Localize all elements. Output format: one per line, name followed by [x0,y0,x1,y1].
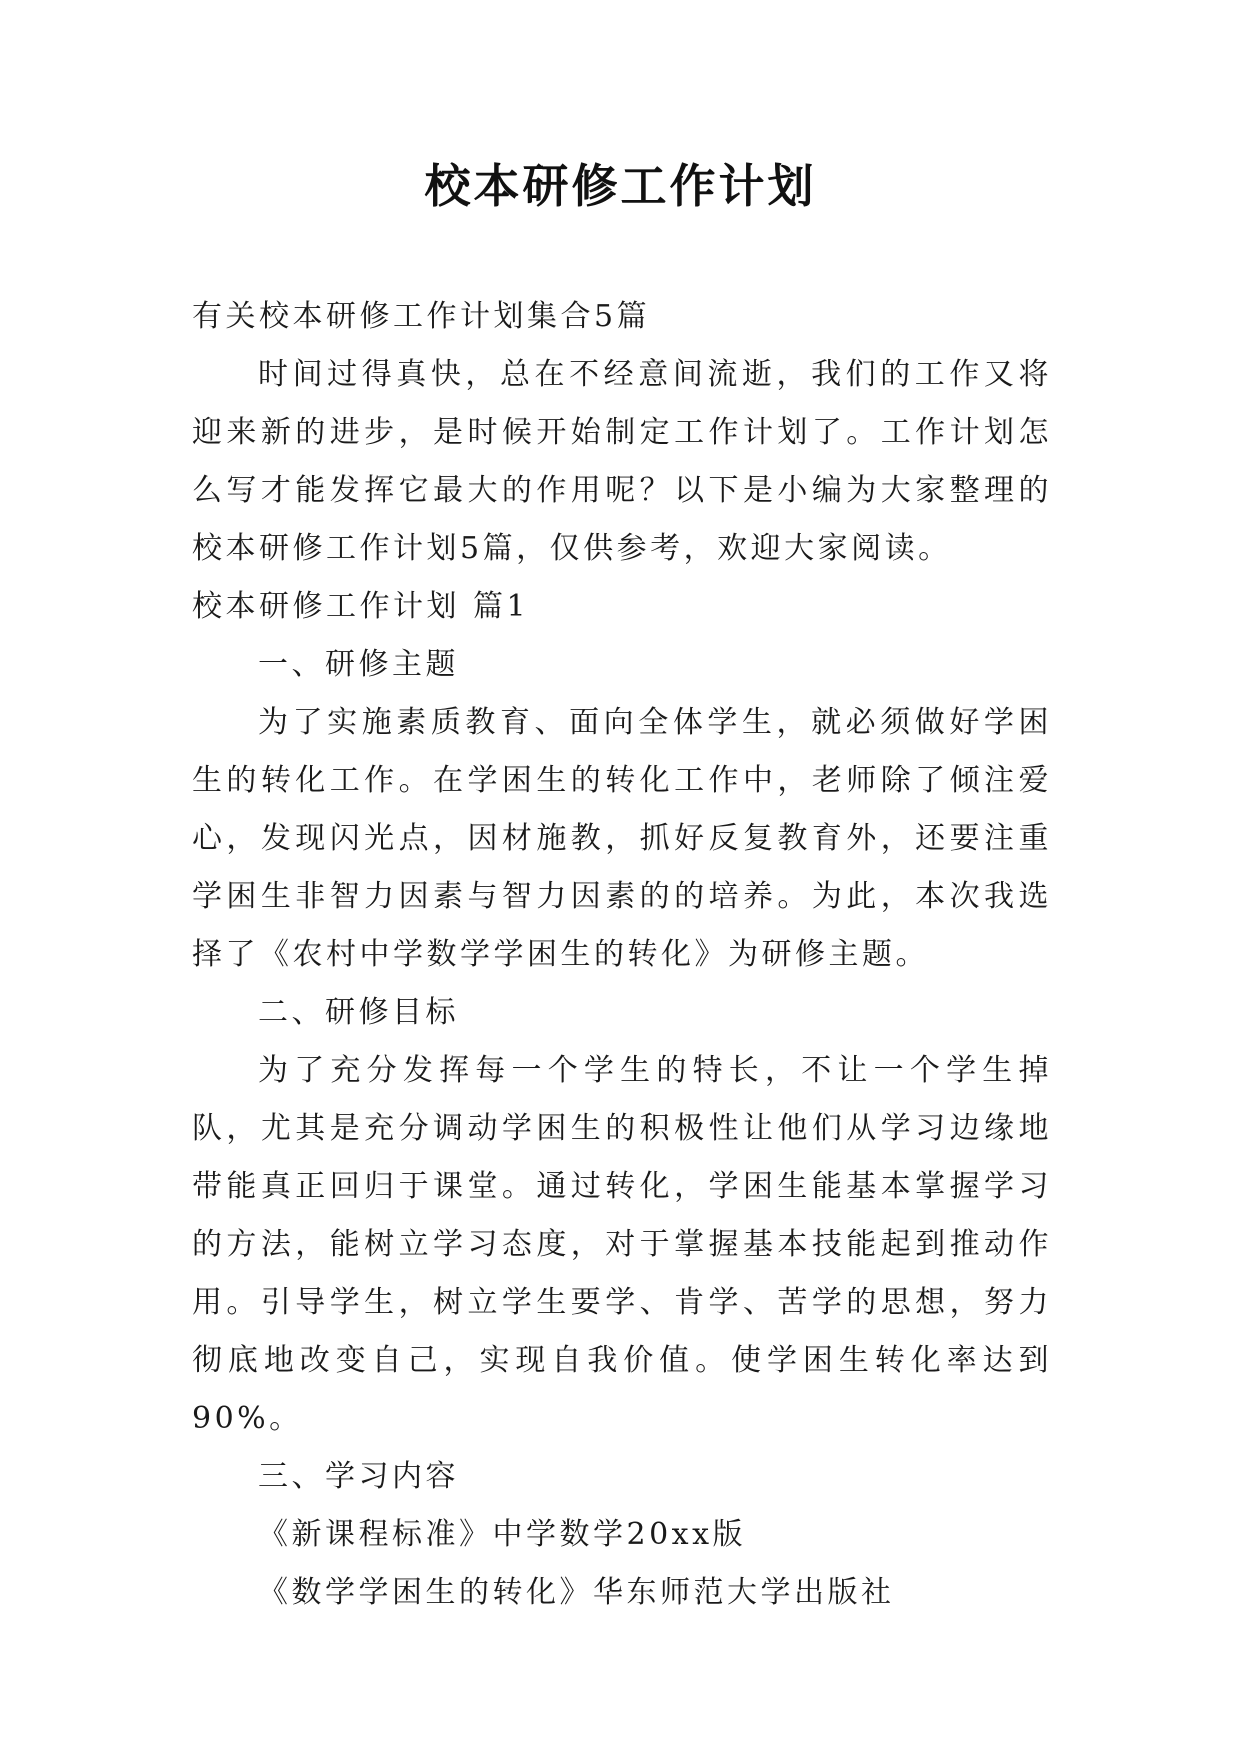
reading-item: 《数学学困生的转化》华东师范大学出版社 [258,1575,895,1610]
document-subtitle: 有关校本研修工作计划集合5篇 [192,299,651,334]
section1-paragraph: 为了实施素质教育、面向全体学生，就必须做好学困生的转化工作。在学困生的转化工作中，老师除了倾注爱心，发现闪光点，因材施教，抓好反复教育外，还要注重学困生非智力因素与智力因素的的培养。为此，本次我选择了《农村中学数学学困生的转化》为研修主题。 [192,705,1052,972]
section2-paragraph: 为了充分发挥每一个学生的特长，不让一个学生掉队，尤其是充分调动学困生的积极性让他们从学习边缘地带能真正回归于课堂。通过转化，学困生能基本掌握学习的方法，能树立学习态度，对于掌握基本技能起到推动作用。引导学生，树立学生要学、肯学、苦学的思想，努力彻底地改变自己，实现自我价值。使学困生转化率达到90%。 [192,1053,1052,1436]
document-title: 校本研修工作计划 [424,159,817,213]
section3-heading: 三、学习内容 [258,1459,459,1494]
section2-heading: 二、研修目标 [258,995,459,1030]
intro-paragraph: 时间过得真快，总在不经意间流逝，我们的工作又将迎来新的进步，是时候开始制定工作计划了。工作计划怎么写才能发挥它最大的作用呢？以下是小编为大家整理的校本研修工作计划5篇，仅供参考，欢迎大家阅读。 [192,357,1052,566]
piece-heading: 校本研修工作计划 篇1 [192,589,530,624]
section1-heading: 一、研修主题 [258,647,459,682]
document-body [192,288,1052,1622]
reading-item: 《新课程标准》中学数学20xx版 [258,1517,747,1552]
